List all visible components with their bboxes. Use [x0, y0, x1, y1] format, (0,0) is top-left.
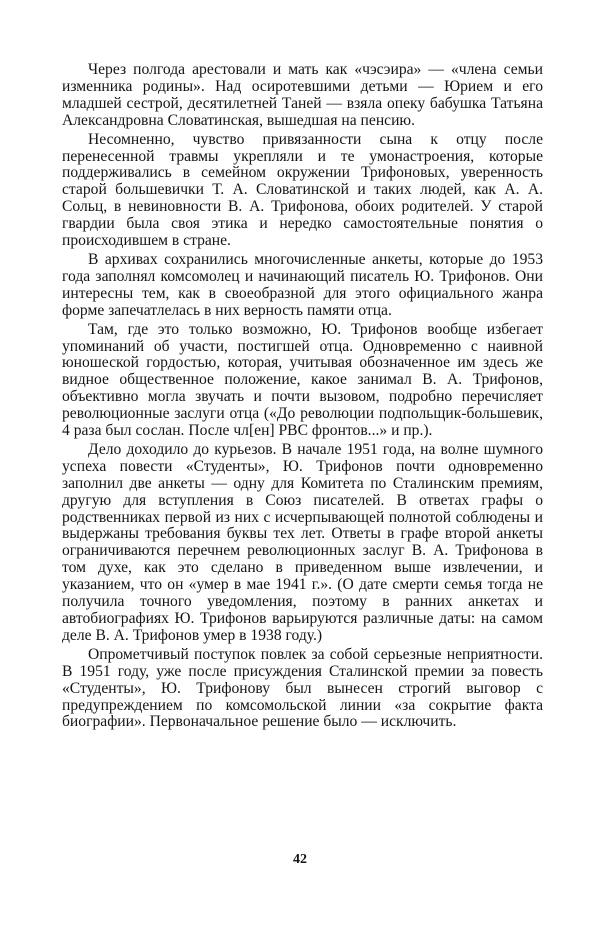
page-number: 42	[293, 852, 307, 867]
paragraph-4: Там, где это только возможно, Ю. Трифонов вообще избегает упоминаний об участи, постигшей отца. Одновременно с наивной юношеской гордостью, которая, учитывая обозначенное им здесь же видное общественное положение, какое занимал В. А. Трифонов, объективно могла звучать и почти вызовом, подробно перечисляет революционные заслуги отца («До революции подпольщик-большевик, 4 раза был сослан. После чл[ен] РВС фронтов...» и пр.).	[62, 320, 543, 440]
paragraph-5: Дело доходило до курьезов. В начале 1951 года, на волне шумного успеха повести «Студенты», Ю. Трифонов почти одновременно заполнил две анкеты — одну для Комитета по Сталинским премиям, другую для вступления в Союз писателей. В ответах графы о родственниках первой из них с исчерпывающей полнотой соблюдены и выдержаны требования буквы тех лет. Ответы в графе второй анкеты ограничиваются перечнем революционных заслуг В. А. Трифонова в том духе, как это сделано в приведенном выше извлечении, и указанием, что он «умер в мае 1941 г.». (О дате смерти семья тогда не получила точного уведомления, поэтому в ранних анкетах и автобиографиях Ю. Трифонов варьируются различные даты: на самом деле В. А. Трифонов умер в 1938 году.)	[62, 440, 543, 644]
paragraph-6: Опрометчивый поступок повлек за собой серьезные неприятности. В 1951 году, уже после присуждения Сталинской премии за повесть «Студенты», Ю. Трифонову был вынесен строгий выговор с предупреждением по комсомольской линии «за сокрытие факта биографии». Первоначальное решение было — исключить.	[62, 645, 543, 731]
paragraph-1: Через полгода арестовали и мать как «чэсэира» — «члена семьи изменника родины». Над осиротевшими детьми — Юрием и его младшей сестрой, десятилетней Таней — взяла опеку бабушка Татьяна Александровна Словатинская, вышедшая на пенсию.	[62, 61, 543, 129]
document-body	[62, 62, 543, 733]
paragraph-2: Несомненно, чувство привязанности сына к отцу после перенесенной травмы укрепляли и те умонастроения, которые поддерживались в семейном окружении Трифоновых, уверенность старой большевички Т. А. Словатинской и таких людей, как А. А. Сольц, в невиновности В. А. Трифонова, обоих родителей. У старой гвардии была своя этика и нередко самостоятельные понятия о происходившем в стране.	[62, 130, 543, 250]
paragraph-3: В архивах сохранились многочисленные анкеты, которые до 1953 года заполнял комсомолец и начинающий писатель Ю. Трифонов. Они интересны тем, как в своеобразной для этого официального жанра форме запечатлелась в них верность памяти отца.	[62, 250, 543, 319]
